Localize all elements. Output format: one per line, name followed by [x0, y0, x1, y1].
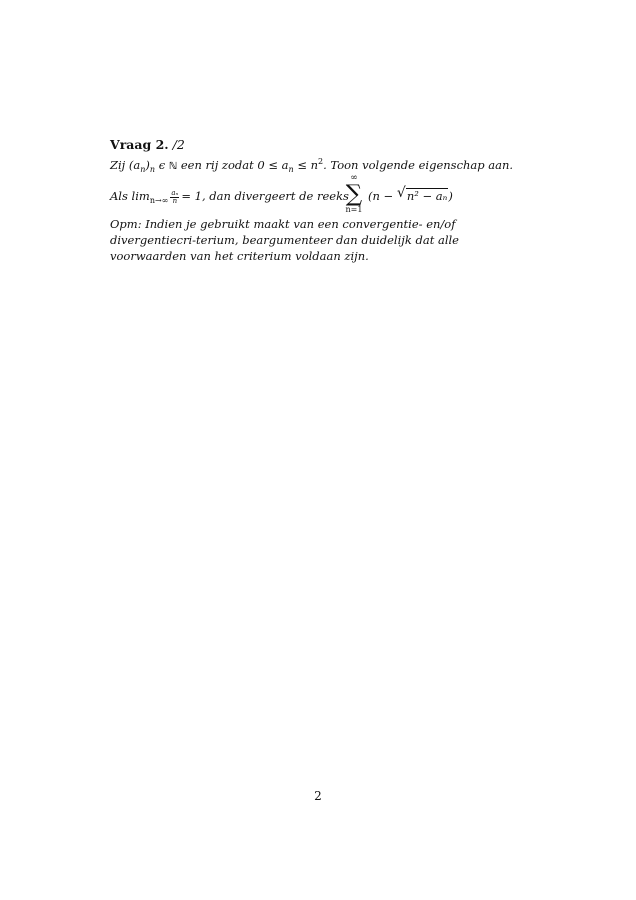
statement-subscript: n [149, 165, 156, 174]
statement-part: een rij zodat 0 ≤ a [177, 158, 289, 172]
summation-lower-limit: n=1 [345, 205, 363, 214]
square-root [397, 188, 448, 204]
series-term [368, 188, 453, 204]
condition-equals: = 1, dan divergeert de reeks [181, 189, 349, 203]
fraction [170, 190, 179, 205]
statement-superscript: 2 [318, 157, 324, 166]
remark-paragraph: Opm: Indien je gebruikt maakt van een convergentie- en/of divergentiecri-terium, beargumenteer dan duidelijk dat alle voorwaarden van het criterium voldaan zijn. [110, 217, 459, 263]
question-block [110, 137, 530, 264]
question-points: /2 [172, 137, 185, 152]
term-open: (n − [368, 189, 394, 203]
statement-part: Zij (a [110, 158, 141, 172]
condition-text [110, 188, 349, 209]
condition-line [110, 173, 530, 216]
naturals-symbol: ℕ [168, 161, 178, 172]
question-heading [110, 137, 530, 153]
sqrt-body: n² − aₙ [406, 189, 448, 203]
statement-part: ≤ n [293, 158, 319, 172]
condition-prefix: Als lim [110, 189, 150, 203]
question-title: Vraag 2. [110, 137, 169, 152]
statement-part: ϵ [155, 158, 169, 172]
summation-upper-limit: ∞ [350, 173, 358, 183]
statement-subscript: n [288, 165, 294, 174]
fraction-denominator: n [172, 196, 178, 205]
statement-part: . Toon volgende eigenschap aan. [323, 158, 514, 172]
summation [343, 174, 365, 215]
fraction-numerator: aₙ [171, 188, 179, 197]
statement-part: ) [145, 158, 150, 172]
page-number: 2 [314, 789, 322, 803]
limit-subscript: n→∞ [149, 196, 169, 205]
statement-subscript: n [140, 165, 146, 174]
summation-symbol: ∑ [345, 181, 363, 207]
term-close: ) [448, 189, 453, 203]
problem-statement [110, 154, 530, 178]
